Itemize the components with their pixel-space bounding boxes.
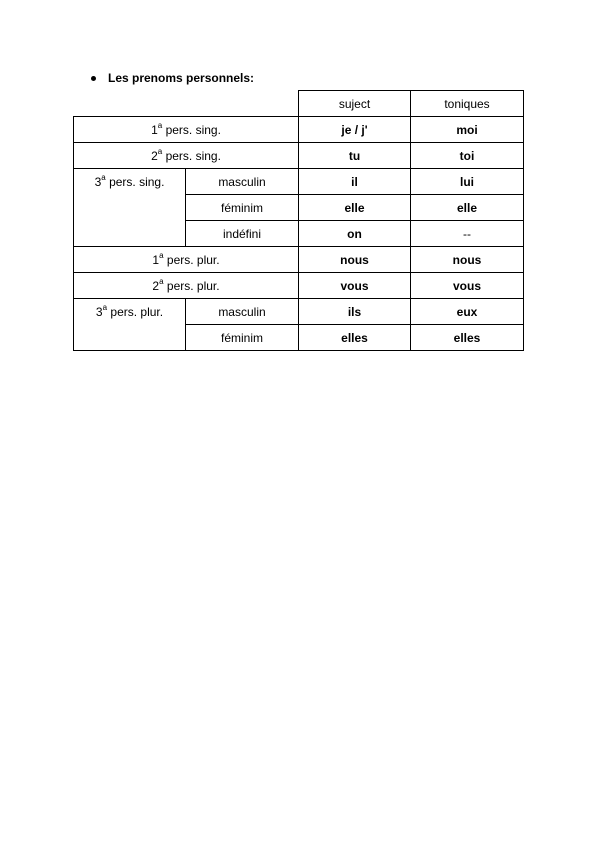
subject-pronoun: il	[299, 169, 411, 195]
gender-label: féminim	[186, 195, 299, 221]
tonic-pronoun: lui	[411, 169, 524, 195]
tonic-pronoun: nous	[411, 247, 524, 273]
subject-pronoun: on	[299, 221, 411, 247]
section-heading	[91, 71, 254, 85]
tonic-pronoun: --	[411, 221, 524, 247]
empty-header-cell	[74, 91, 299, 117]
tonic-pronoun: moi	[411, 117, 524, 143]
gender-label: féminim	[186, 325, 299, 351]
subject-pronoun: tu	[299, 143, 411, 169]
tonic-pronoun: elle	[411, 195, 524, 221]
tonic-pronoun: elles	[411, 325, 524, 351]
table-row	[74, 247, 524, 273]
table-row	[74, 273, 524, 299]
person-label: 3$^a$ pers. plur.	[74, 299, 186, 351]
person-label: 2$^a$ pers. plur.	[74, 273, 299, 299]
bullet-icon	[91, 76, 96, 81]
gender-label: masculin	[186, 299, 299, 325]
col-header-subject: suject	[299, 91, 411, 117]
table-row	[74, 117, 524, 143]
pronoun-table	[73, 90, 524, 351]
subject-pronoun: elle	[299, 195, 411, 221]
subject-pronoun: je / j'	[299, 117, 411, 143]
col-header-tonic: toniques	[411, 91, 524, 117]
header-row	[74, 91, 524, 117]
subject-pronoun: elles	[299, 325, 411, 351]
person-label: 1$^a$ pers. sing.	[74, 117, 299, 143]
gender-label: masculin	[186, 169, 299, 195]
table-row	[74, 299, 524, 325]
tonic-pronoun: vous	[411, 273, 524, 299]
person-label: 2$^a$ pers. sing.	[74, 143, 299, 169]
heading-text: Les prenoms personnels:	[108, 71, 255, 85]
subject-pronoun: ils	[299, 299, 411, 325]
subject-pronoun: nous	[299, 247, 411, 273]
tonic-pronoun: toi	[411, 143, 524, 169]
table-row	[74, 169, 524, 195]
tonic-pronoun: eux	[411, 299, 524, 325]
subject-pronoun: vous	[299, 273, 411, 299]
table-row	[74, 143, 524, 169]
person-label: 3$^a$ pers. sing.	[74, 169, 186, 247]
person-label: 1$^a$ pers. plur.	[74, 247, 299, 273]
gender-label: indéfini	[186, 221, 299, 247]
